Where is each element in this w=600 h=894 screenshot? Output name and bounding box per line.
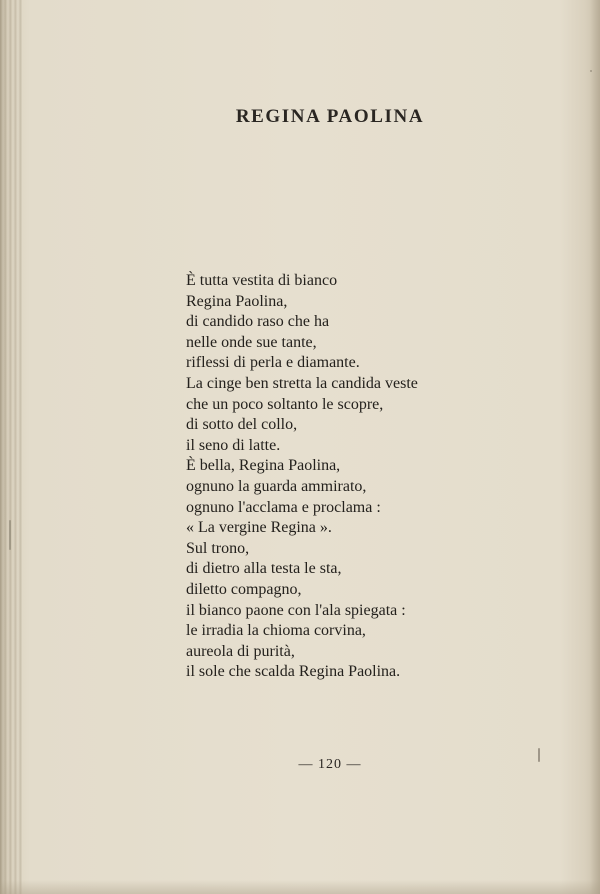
poem-line: Regina Paolina, — [186, 292, 288, 310]
poem-line: « La vergine Regina ». — [186, 519, 332, 537]
poem-title: REGINA PAOLINA — [235, 106, 425, 127]
poem-line: il bianco paone con l'ala spiegata : — [186, 601, 406, 619]
poem-line: le irradia la chioma corvina, — [186, 622, 366, 640]
poem-line: ognuno l'acclama e proclama : — [186, 498, 381, 516]
poem-line: È bella, Regina Paolina, — [186, 457, 341, 475]
poem-line: diletto compagno, — [186, 580, 302, 598]
page-right-edge — [590, 0, 600, 894]
page-bottom-edge — [0, 880, 600, 894]
poem-line: il sole che scalda Regina Paolina. — [186, 663, 401, 681]
poem-line: di sotto del collo, — [186, 416, 298, 434]
poem-line: di dietro alla testa le sta, — [186, 560, 342, 578]
poem-line: La cinge ben stretta la candida veste — [186, 374, 418, 392]
page-number: — 120 — — [298, 757, 362, 772]
poem-line: ognuno la guarda ammirato, — [186, 477, 367, 495]
paper-speck — [590, 70, 592, 72]
page-binding-edge — [0, 0, 22, 894]
poem-line: il seno di latte. — [186, 436, 281, 454]
poem-line: che un poco soltanto le scopre, — [186, 395, 384, 413]
poem-line: Sul trono, — [186, 539, 250, 557]
poem-line: nelle onde sue tante, — [186, 333, 317, 351]
paper-speck — [538, 748, 540, 762]
poem-line: riflessi di perla e diamante. — [186, 354, 360, 372]
paper-speck — [9, 520, 11, 550]
poem-line: È tutta vestita di bianco — [186, 272, 338, 289]
poem-body — [186, 271, 486, 683]
poem-line: di candido raso che ha — [186, 313, 330, 331]
poem-line: aureola di purità, — [186, 642, 295, 660]
